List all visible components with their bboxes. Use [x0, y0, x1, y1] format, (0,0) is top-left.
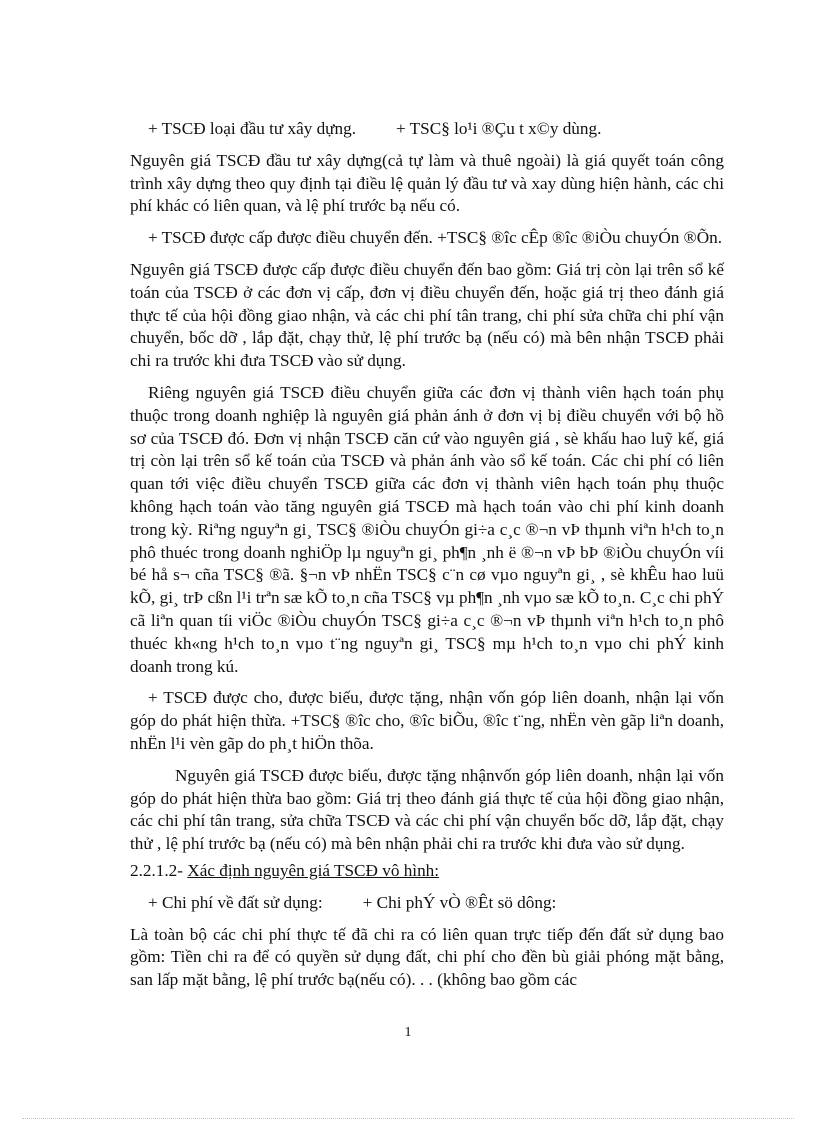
heading-construction-assets: + TSCĐ loại đầu tư xây dựng. + TSC§ lo¹i ®Çu t x©y dùng. [148, 119, 602, 138]
heading-land-use-cost: + Chi phí về đất sử dụng: + Chi phÝ vÒ ®Êt sö dông: [148, 892, 557, 912]
paragraph-construction-cost: Nguyên giá TSCĐ đầu tư xây dựng(cả tự làm và thuê ngoài) là giá quyết toán công trình xây dựng theo quy định tại điều lệ quản lý đầu tư và xay dùng hiện hành, các chi phí khác có liên quan, và lệ phí trước bạ nếu có. [130, 150, 724, 216]
section-heading-intangible: 2.2.1.2- Xác định nguyên giá TSCĐ vô hình: [130, 860, 440, 880]
footer-divider [22, 1118, 794, 1119]
heading-transferred-assets: + TSCĐ được cấp được điều chuyển đến. +TSC§ ®îc cÊp ®îc ®iÒu chuyÓn ®Õn. [148, 228, 722, 248]
page-number: 1 [404, 1025, 412, 1040]
paragraph-internal-transfer: Riêng nguyên giá TSCĐ điều chuyển giữa các đơn vị thành viên hạch toán phụ thuộc trong doanh nghiệp là nguyên giá phản ánh ở đơn vị bị điều chuyển với bộ hồ sơ của TSCĐ đó. Đơn vị nhận TSCĐ căn cứ vào nguyên giá , sè khấu hao luỹ kế, giá trị còn lại trên sổ kế toán của TSCĐ và phản ánh vào sổ kế toán. Các chi phí có liên quan tới việc điều chuyển TSCĐ giữa các đơn vị thành viên hạch toán phụ thuộc không hạch toán vào tăng nguyên giá TSCĐ mà hạch toán vào chi phí kinh doanh trong kỳ. Riªng nguyªn gi¸ TSC§ ®iÒu chuyÓn gi÷a c¸c ®¬n vÞ thµnh viªn h¹ch to¸n phô thuéc trong doanh nghiÖp lµ nguyªn gi¸ ph¶n ¸nh ë ®¬n vÞ bÞ ®iÒu chuyÓn víi bé hå s¬ cña TSC§ ®ã. §¬n vÞ nhËn TSC§ c¨n cø vµo nguyªn gi¸ , sè khÊu hao luü kÕ, gi¸ trÞ cßn l¹i trªn sæ kÕ to¸n cña TSC§ vµ ph¶n ¸nh vµo sæ kÕ to¸n. C¸c chi phÝ cã liªn quan tíi viÖc ®iÒu chuyÓn TSC§ gi÷a c¸c ®¬n vÞ thµnh viªn h¹ch to¸n phô thuéc kh«ng h¹ch to¸n vµo t¨ng nguyªn gi¸ TSC§ mµ h¹ch to¸n vµo chi phÝ kinh doanh trong kú. [130, 382, 725, 676]
document-body [130, 118, 724, 1001]
paragraph-transferred-cost: Nguyên giá TSCĐ được cấp được điều chuyển đến bao gồm: Giá trị còn lại trên sổ kế toán của TSCĐ ở các đơn vị cấp, đơn vị điều chuyển đến, hoặc giá trị theo đánh giá thực tế của hội đồng giao nhận, và các chi phí tân trang, chi phí sửa chữa chi phí vận chuyển, bốc dỡ , lắp đặt, chạy thử, lệ phí trước bạ (nếu có) mà bên nhận TSCĐ phải chi ra trước khi đưa TSCĐ vào sử dụng. [130, 259, 724, 371]
heading-gifted-assets: + TSCĐ được cho, được biếu, được tặng, nhận vốn góp liên doanh, nhận lại vốn góp do phát hiện thừa. +TSC§ ®îc cho, ®îc biÕu, ®îc t¨ng, nhËn vèn gãp liªn doanh, nhËn l¹i vèn gãp do ph¸t hiÖn thõa. [130, 688, 725, 753]
paragraph-gifted-cost: Nguyên giá TSCĐ được biếu, được tặng nhậnvốn góp liên doanh, nhận lại vốn góp do phát hiện thừa bao gồm: Giá trị theo đánh giá thực tế của hội đồng giao nhận, các chi phí tân trang, sửa chữa TSCĐ và các chi phí vận chuyển bốc dỡ, lắp đặt, chạy thử , lệ phí trước bạ (nếu có) mà bên nhận phải chi ra trước khi đưa vào sử dụng. [130, 765, 724, 854]
paragraph-land-use-cost: Là toàn bộ các chi phí thực tế đã chi ra có liên quan trực tiếp đến đất sử dụng bao gồm: Tiền chi ra để có quyền sử dụng đất, chi phí cho đền bù giải phóng mặt bằng, san lấp mặt bằng, lệ phí trước bạ(nếu có). . . (không bao gồm các [130, 924, 724, 990]
